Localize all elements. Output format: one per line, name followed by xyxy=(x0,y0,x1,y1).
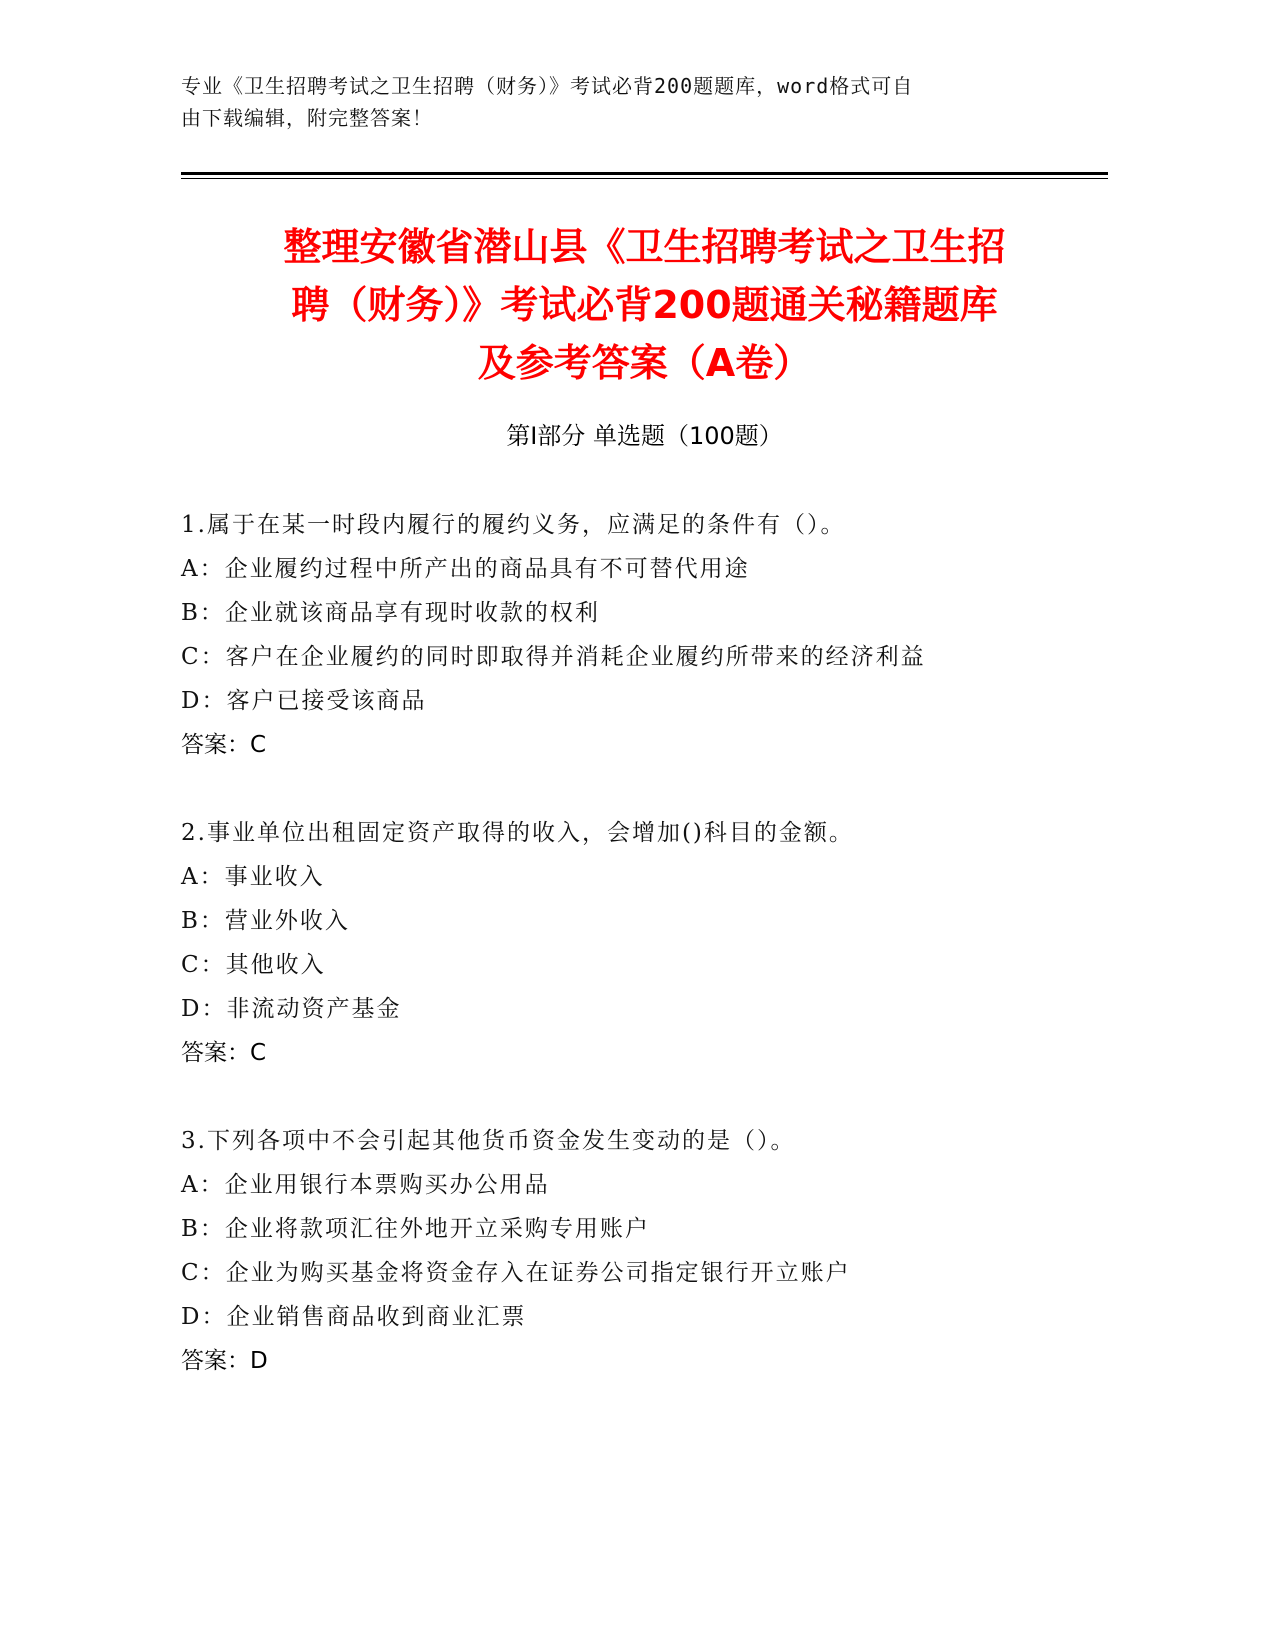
section-title: 第Ⅰ部分 单选题（100题） xyxy=(506,422,783,450)
question-answer: 答案：C xyxy=(181,732,267,758)
question-option: D：企业销售商品收到商业汇票 xyxy=(181,1304,527,1330)
question-item xyxy=(181,503,1108,767)
question-option: B：企业将款项汇往外地开立采购专用账户 xyxy=(181,1216,650,1242)
question-stem: 3.下列各项中不会引起其他货币资金发生变动的是（）。 xyxy=(181,1128,796,1154)
header-divider-thin xyxy=(181,178,1108,179)
header-note-line: 由下载编辑，附完整答案！ xyxy=(181,106,433,130)
question-answer: 答案：C xyxy=(181,1040,267,1066)
page-title-line: 整理安徽省潜山县《卫生招聘考试之卫生招 xyxy=(283,225,1006,269)
question-option: A：事业收入 xyxy=(181,864,325,890)
question-option: B：企业就该商品享有现时收款的权利 xyxy=(181,600,600,626)
page-title xyxy=(181,218,1108,392)
question-option: C：企业为购买基金将资金存入在证券公司指定银行开立账户 xyxy=(181,1260,851,1286)
question-option: D：客户已接受该商品 xyxy=(181,688,427,714)
question-item xyxy=(181,1119,1108,1383)
page-title-line: 及参考答案（A卷） xyxy=(477,341,812,385)
page-title-line: 聘（财务）》考试必背200题通关秘籍题库 xyxy=(291,283,998,327)
header-divider-thick xyxy=(181,172,1108,175)
question-answer: 答案：D xyxy=(181,1348,268,1374)
question-stem: 2.事业单位出租固定资产取得的收入，会增加()科目的金额。 xyxy=(181,820,854,846)
question-option: C：其他收入 xyxy=(181,952,326,978)
question-option: A：企业履约过程中所产出的商品具有不可替代用途 xyxy=(181,556,750,582)
question-stem: 1.属于在某一时段内履行的履约义务，应满足的条件有（）。 xyxy=(181,512,846,538)
header-note xyxy=(181,70,1031,134)
question-list xyxy=(181,503,1108,1427)
question-option: D：非流动资产基金 xyxy=(181,996,402,1022)
question-option: B：营业外收入 xyxy=(181,908,350,934)
header-note-line: 专业《卫生招聘考试之卫生招聘（财务）》考试必背200题题库，word格式可自 xyxy=(181,74,914,98)
question-option: A：企业用银行本票购买办公用品 xyxy=(181,1172,550,1198)
question-item xyxy=(181,811,1108,1075)
question-option: C：客户在企业履约的同时即取得并消耗企业履约所带来的经济利益 xyxy=(181,644,926,670)
